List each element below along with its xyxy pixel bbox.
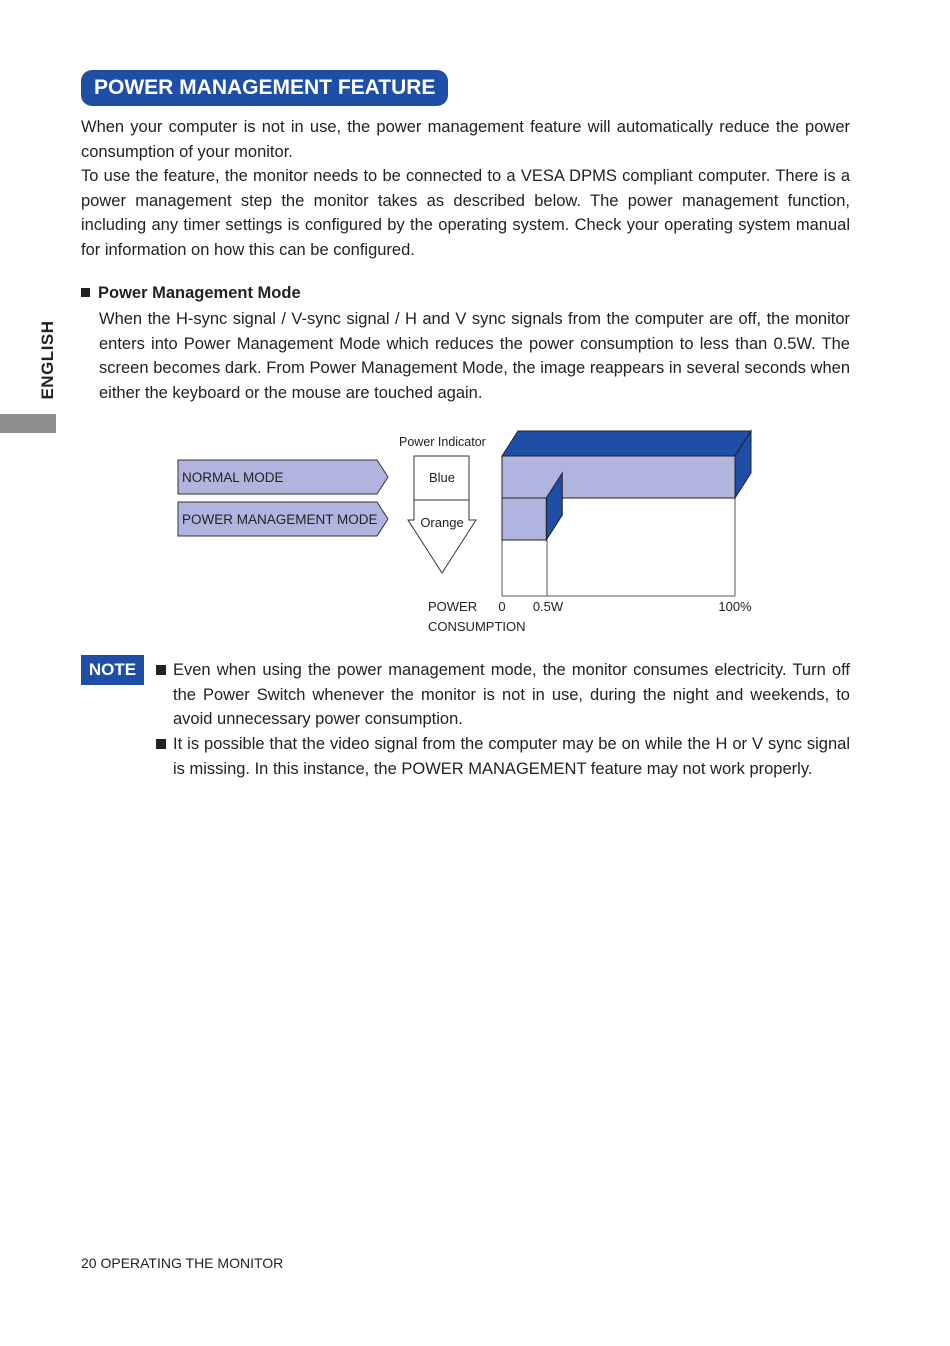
axis-label-power: POWER — [428, 599, 478, 614]
bar-power-management-mode — [502, 498, 546, 540]
axis-tick-0-5w: 0.5W — [532, 599, 564, 614]
note-bullet-icon — [156, 739, 166, 749]
note-bullet-icon — [156, 665, 166, 675]
section-title: POWER MANAGEMENT FEATURE — [81, 70, 448, 106]
indicator-orange-label: Orange — [420, 515, 464, 530]
power-indicator-title: Power Indicator — [399, 435, 486, 449]
consumption-bars — [502, 431, 751, 540]
axis-label-consumption: CONSUMPTION — [428, 619, 526, 634]
intro-paragraph-2: To use the feature, the monitor needs to be connected to a VESA DPMS compliant computer. There is a power management step the monitor takes as described below. The power management function, including any timer settings is configured by the operating system. Check your operating system manual for information on how this can be configured. — [81, 167, 850, 259]
page-footer: 20 OPERATING THE MONITOR — [81, 1255, 284, 1271]
power-management-mode-label: POWER MANAGEMENT MODE — [182, 512, 378, 527]
mode-heading-text: Power Management Mode — [98, 284, 301, 302]
normal-mode-label: NORMAL MODE — [182, 470, 284, 485]
language-label: ENGLISH — [38, 320, 57, 400]
bar-normal-mode — [502, 456, 735, 498]
bar-top-face — [502, 431, 751, 456]
note-badge: NOTE — [81, 655, 144, 685]
axis-tick-100: 100% — [718, 599, 752, 614]
intro-paragraph-1: When your computer is not in use, the power management feature will automatically reduce the power consumption of your monitor. — [81, 118, 850, 161]
note-item-2: It is possible that the video signal from the computer may be on while the H or V sync signal is missing. In this instance, the POWER MANAGEMENT feature may not work properly. — [173, 735, 850, 778]
indicator-blue-label: Blue — [428, 470, 456, 485]
mode-description: When the H-sync signal / V-sync signal / H and V sync signals from the computer are off, the monitor enters into Power Management Mode which reduces the power consumption to less than 0.5W. The screen becomes dark. From Power Management Mode, the image reappears in several seconds when either the keyboard or the mouse are touched again. — [99, 310, 850, 402]
axis-tick-0: 0 — [498, 599, 506, 614]
power-diagram — [0, 0, 950, 650]
note-item-1: Even when using the power management mode, the monitor consumes electricity. Turn off the Power Switch whenever the monitor is not in use, during the night and weekends, to avoid unnecessary power consumption. — [173, 661, 850, 729]
